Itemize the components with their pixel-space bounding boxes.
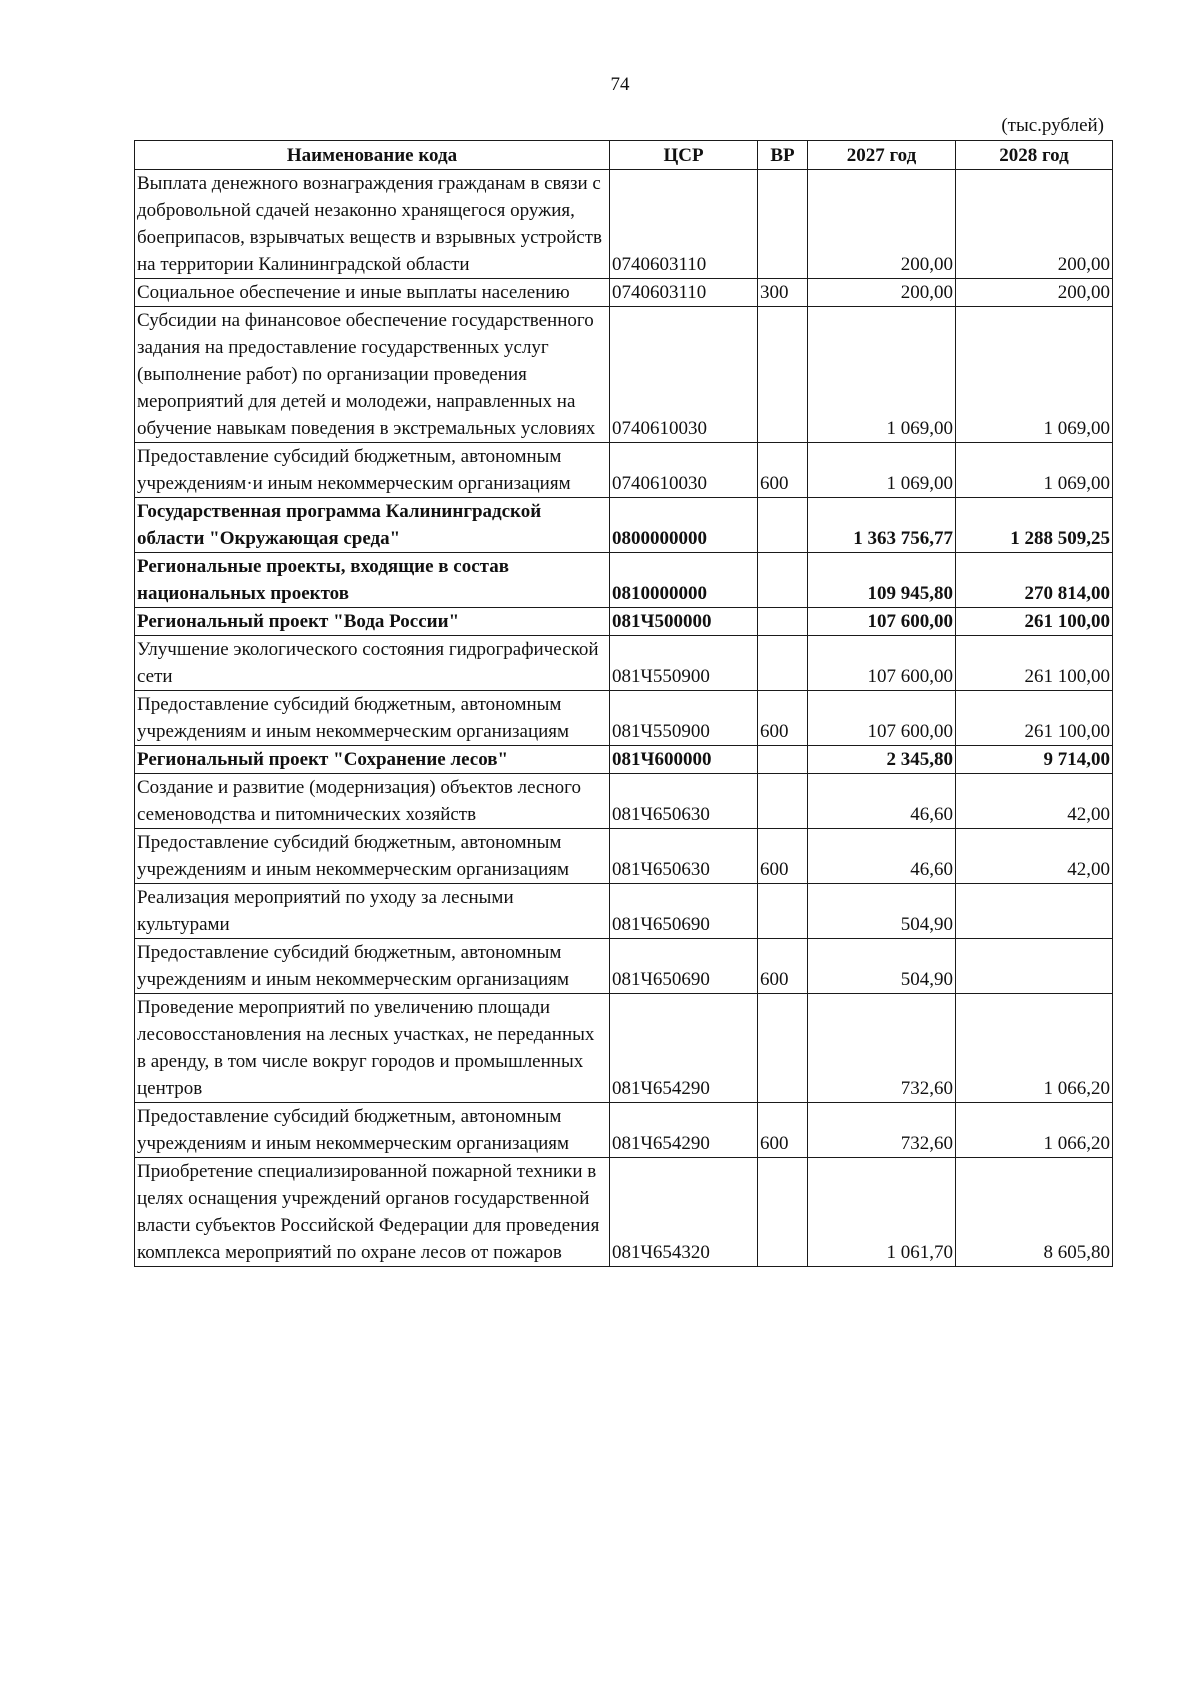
cell-2028: 1 288 509,25 [956,498,1113,553]
cell-2028: 200,00 [956,279,1113,307]
cell-vr: 300 [758,279,808,307]
table-row [135,939,1113,994]
table-row [135,1103,1113,1158]
cell-vr [758,636,808,691]
cell-csr: 081Ч650690 [610,939,758,994]
cell-2028: 9 714,00 [956,746,1113,774]
cell-csr: 081Ч600000 [610,746,758,774]
cell-csr: 0740610030 [610,443,758,498]
cell-2028 [956,939,1113,994]
table-row [135,884,1113,939]
cell-2027: 107 600,00 [808,691,956,746]
header-2028: 2028 год [956,141,1113,170]
table-row [135,443,1113,498]
cell-vr [758,774,808,829]
cell-vr: 600 [758,691,808,746]
cell-vr [758,307,808,443]
cell-csr: 0740603110 [610,170,758,279]
cell-vr: 600 [758,443,808,498]
cell-2028 [956,884,1113,939]
table-row [135,829,1113,884]
cell-vr [758,498,808,553]
cell-2027: 2 345,80 [808,746,956,774]
budget-table [134,140,1113,1267]
cell-2028: 261 100,00 [956,691,1113,746]
cell-2027: 200,00 [808,170,956,279]
cell-2028: 1 066,20 [956,1103,1113,1158]
cell-csr: 081Ч650630 [610,829,758,884]
table-row [135,774,1113,829]
cell-csr: 0740603110 [610,279,758,307]
cell-name: Приобретение специализированной пожарной техники в целях оснащения учреждений органов государственной власти субъектов Российской Федерации для проведения комплекса мероприятий по охране лесов от пожаров [135,1158,610,1267]
cell-name: Улучшение экологического состояния гидрографической сети [135,636,610,691]
header-2027: 2027 год [808,141,956,170]
cell-2027: 109 945,80 [808,553,956,608]
table-row [135,636,1113,691]
cell-2028: 1 069,00 [956,443,1113,498]
cell-2027: 107 600,00 [808,608,956,636]
cell-2027: 46,60 [808,774,956,829]
cell-2027: 504,90 [808,939,956,994]
cell-2028: 8 605,80 [956,1158,1113,1267]
cell-csr: 081Ч550900 [610,636,758,691]
cell-2027: 732,60 [808,1103,956,1158]
cell-vr: 600 [758,829,808,884]
table-row [135,498,1113,553]
cell-name: Проведение мероприятий по увеличению площади лесовосстановления на лесных участках, не переданных в аренду, в том числе вокруг городов и промышленных центров [135,994,610,1103]
cell-vr: 600 [758,939,808,994]
cell-name: Региональный проект "Сохранение лесов" [135,746,610,774]
table-row [135,746,1113,774]
cell-name: Предоставление субсидий бюджетным, автономным учреждениям и иным некоммерческим организациям [135,829,610,884]
table-row [135,1158,1113,1267]
cell-2027: 1 363 756,77 [808,498,956,553]
cell-2027: 732,60 [808,994,956,1103]
cell-name: Реализация мероприятий по уходу за лесными культурами [135,884,610,939]
cell-2028: 1 066,20 [956,994,1113,1103]
cell-name: Предоставление субсидий бюджетным, автономным учреждениям·и иным некоммерческим организациям [135,443,610,498]
cell-vr [758,746,808,774]
cell-name: Социальное обеспечение и иные выплаты населению [135,279,610,307]
table-body [135,170,1113,1267]
cell-vr [758,553,808,608]
cell-2027: 200,00 [808,279,956,307]
cell-csr: 0740610030 [610,307,758,443]
cell-csr: 081Ч550900 [610,691,758,746]
cell-2028: 1 069,00 [956,307,1113,443]
cell-2028: 270 814,00 [956,553,1113,608]
cell-csr: 081Ч654290 [610,994,758,1103]
header-csr: ЦСР [610,141,758,170]
cell-vr: 600 [758,1103,808,1158]
cell-name: Создание и развитие (модернизация) объектов лесного семеноводства и питомнических хозяйств [135,774,610,829]
cell-2028: 200,00 [956,170,1113,279]
cell-csr: 0800000000 [610,498,758,553]
cell-vr [758,884,808,939]
cell-name: Субсидии на финансовое обеспечение государственного задания на предоставление государственных услуг (выполнение работ) по организации проведения мероприятий для детей и молодежи, направленных на обучение навыкам поведения в экстремальных условиях [135,307,610,443]
cell-2028: 261 100,00 [956,636,1113,691]
header-name: Наименование кода [135,141,610,170]
table-row [135,608,1113,636]
cell-name: Предоставление субсидий бюджетным, автономным учреждениям и иным некоммерческим организациям [135,691,610,746]
cell-2027: 1 069,00 [808,307,956,443]
cell-2027: 46,60 [808,829,956,884]
cell-2028: 261 100,00 [956,608,1113,636]
cell-vr [758,994,808,1103]
cell-2027: 107 600,00 [808,636,956,691]
cell-2027: 1 069,00 [808,443,956,498]
cell-name: Предоставление субсидий бюджетным, автономным учреждениям и иным некоммерческим организациям [135,939,610,994]
cell-name: Региональный проект "Вода России" [135,608,610,636]
header-vr: ВР [758,141,808,170]
units-label: (тыс.рублей) [1001,115,1104,136]
cell-name: Выплата денежного вознаграждения гражданам в связи с добровольной сдачей незаконно хранящегося оружия, боеприпасов, взрывчатых веществ и взрывных устройств на территории Калининградской области [135,170,610,279]
cell-vr [758,1158,808,1267]
table-row [135,170,1113,279]
cell-csr: 0810000000 [610,553,758,608]
cell-name: Региональные проекты, входящие в состав национальных проектов [135,553,610,608]
cell-csr: 081Ч500000 [610,608,758,636]
cell-name: Предоставление субсидий бюджетным, автономным учреждениям и иным некоммерческим организациям [135,1103,610,1158]
table-row [135,307,1113,443]
cell-csr: 081Ч654320 [610,1158,758,1267]
page-number: 74 [610,74,630,95]
cell-vr [758,608,808,636]
table-row [135,994,1113,1103]
cell-2027: 504,90 [808,884,956,939]
table-row [135,279,1113,307]
cell-2028: 42,00 [956,774,1113,829]
cell-name: Государственная программа Калининградской области "Окружающая среда" [135,498,610,553]
cell-csr: 081Ч650630 [610,774,758,829]
cell-csr: 081Ч650690 [610,884,758,939]
table-row [135,691,1113,746]
cell-2028: 42,00 [956,829,1113,884]
table-header-row [135,141,1113,170]
table-row [135,553,1113,608]
cell-csr: 081Ч654290 [610,1103,758,1158]
cell-vr [758,170,808,279]
cell-2027: 1 061,70 [808,1158,956,1267]
